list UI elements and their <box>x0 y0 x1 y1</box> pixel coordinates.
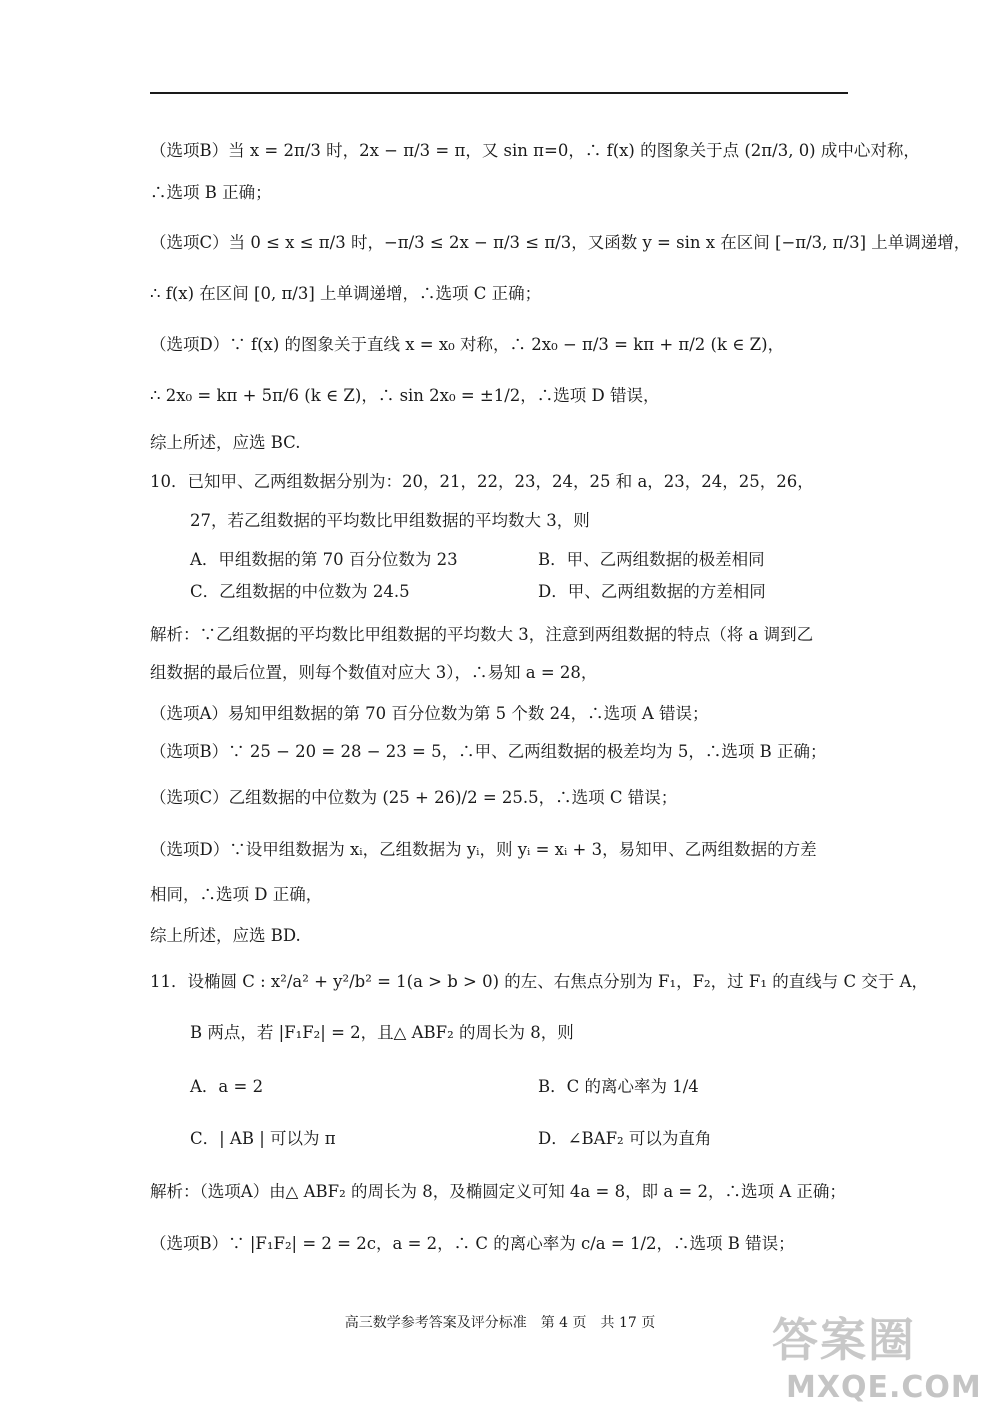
solution-line: 综上所述，应选 BD. <box>150 926 301 945</box>
solution-line: （选项D）∵设甲组数据为 xᵢ，乙组数据为 yᵢ，则 yᵢ = xᵢ + 3，易知甲、乙两组数据的方差 <box>150 840 817 859</box>
solution-line: （选项B）∵ 25 − 20 = 28 − 23 = 5，∴甲、乙两组数据的极差均为 5，∴选项 B 正确； <box>150 742 827 761</box>
option-c: C．| AB | 可以为 π <box>190 1129 336 1148</box>
text-line: （选项C）当 0 ≤ x ≤ π/3 时，−π/3 ≤ 2x − π/3 ≤ π/3，又函数 y = sin x 在区间 [−π/3, π/3] 上单调递增， <box>150 233 971 252</box>
solution-line: （选项C）乙组数据的中位数为 (25 + 26)/2 = 25.5，∴选项 C 错误； <box>150 788 678 807</box>
header-rule <box>150 92 848 94</box>
option-d: D．甲、乙两组数据的方差相同 <box>538 582 766 601</box>
solution-line: 解析：（选项A）由△ ABF₂ 的周长为 8，及椭圆定义可知 4a = 8，即 a = 2，∴选项 A 正确； <box>150 1182 846 1201</box>
question-11-cont: B 两点，若 |F₁F₂| = 2，且△ ABF₂ 的周长为 8，则 <box>190 1023 574 1042</box>
question-11: 11．设椭圆 C : x²/a² + y²/b² = 1(a > b > 0) 的左、右焦点分别为 F₁，F₂，过 F₁ 的直线与 C 交于 A， <box>150 972 928 991</box>
page-footer: 高三数学参考答案及评分标准 第 4 页 共 17 页 <box>344 1315 656 1331</box>
text-line: ∴ 2x₀ = kπ + 5π/6 (k ∈ Z)，∴ sin 2x₀ = ±1/2，∴选项 D 错误， <box>150 386 660 405</box>
option-b: B．C 的离心率为 1/4 <box>538 1077 699 1096</box>
question-10: 10．已知甲、乙两组数据分别为：20，21，22，23，24，25 和 a，23，24，25，26， <box>150 472 814 491</box>
option-a: A．a = 2 <box>190 1077 264 1096</box>
text-line: （选项B）当 x = 2π/3 时，2x − π/3 = π，又 sin π=0，∴ f(x) 的图象关于点 (2π/3, 0) 成中心对称， <box>150 141 920 160</box>
solution-line: 解析：∵乙组数据的平均数比甲组数据的平均数大 3，注意到两组数据的特点（将 a 调到乙 <box>150 625 814 644</box>
text-line: 综上所述，应选 BC. <box>150 433 301 452</box>
solution-line: 组数据的最后位置，则每个数值对应大 3），∴易知 a = 28， <box>150 663 598 682</box>
text-line: （选项D）∵ f(x) 的图象关于直线 x = x₀ 对称，∴ 2x₀ − π/3 = kπ + π/2 (k ∈ Z)， <box>150 335 785 354</box>
solution-line: 相同，∴选项 D 正确， <box>150 885 323 904</box>
option-c: C．乙组数据的中位数为 24.5 <box>190 582 410 601</box>
watermark-text: 答案圈 <box>772 1313 916 1367</box>
option-a: A．甲组数据的第 70 百分位数为 23 <box>190 550 458 569</box>
text-line: ∴选项 B 正确； <box>150 183 272 202</box>
solution-line: （选项B）∵ |F₁F₂| = 2 = 2c，a = 2，∴ C 的离心率为 c/a = 1/2，∴选项 B 错误； <box>150 1234 795 1253</box>
watermark-logo <box>772 1304 994 1412</box>
watermark-url: MXQE.COM <box>786 1370 982 1405</box>
option-b: B．甲、乙两组数据的极差相同 <box>538 550 765 569</box>
solution-line: （选项A）易知甲组数据的第 70 百分位数为第 5 个数 24，∴选项 A 错误； <box>150 704 709 723</box>
text-line: ∴ f(x) 在区间 [0, π/3] 上单调递增，∴选项 C 正确； <box>150 284 542 303</box>
option-d: D．∠BAF₂ 可以为直角 <box>538 1129 712 1148</box>
question-10-cont: 27，若乙组数据的平均数比甲组数据的平均数大 3，则 <box>190 511 590 530</box>
